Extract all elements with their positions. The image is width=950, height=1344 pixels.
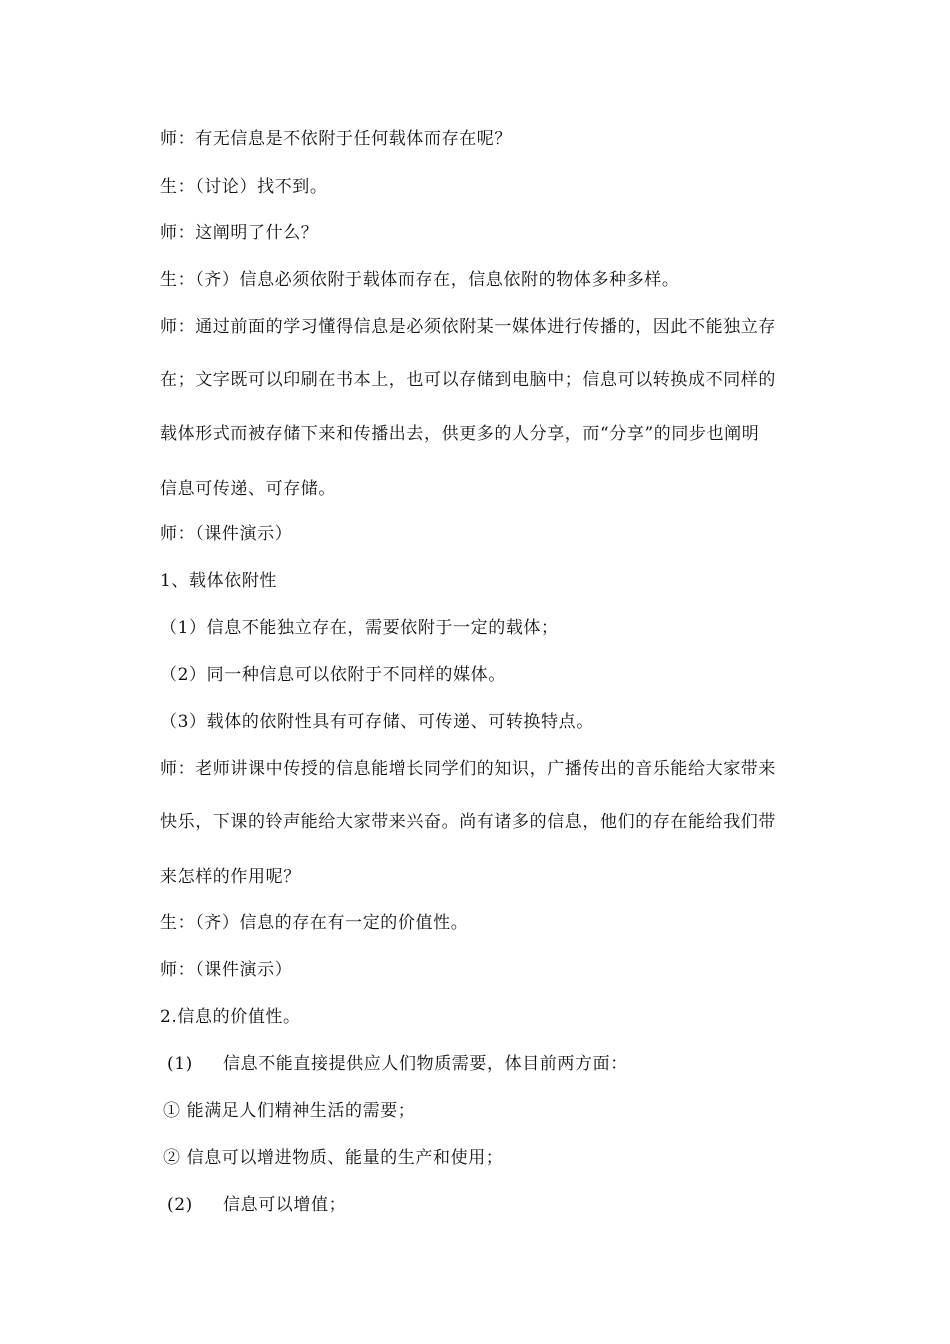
list-number: (2) [167,1195,193,1215]
paragraph-line: 师：（课件演示） [160,960,293,980]
list-item: （2）同一种信息可以依附于不同样的媒体。 [160,665,506,685]
paragraph-line: 师：有无信息是不依附于任何载体而存在呢？ [160,129,512,149]
paragraph-line: 信息可传递、可存储。 [160,479,336,499]
list-number: (1) [167,1054,193,1074]
list-item-text: 信息可以增值； [223,1195,347,1215]
paragraph-line: 快乐，下课的铃声能给大家带来兴奋。尚有诸多的信息，他们的存在能给我们带 [160,812,776,832]
paragraph-line: 来怎样的作用呢？ [160,867,301,887]
list-item: ① 能满足人们精神生活的需要； [163,1101,416,1121]
list-item: （3）载体的依附性具有可存储、可传递、可转换特点。 [160,712,594,732]
list-item: ② 信息可以增进物质、能量的生产和使用； [163,1148,504,1168]
heading-line: 1、载体依附性 [160,571,278,591]
list-item [167,1194,847,1216]
list-item [167,1053,847,1075]
paragraph-line: 生：（齐）信息必须依附于载体而存在，信息依附的物体多种多样。 [160,270,680,290]
paragraph-line: 生：（齐）信息的存在有一定的价值性。 [160,913,469,933]
paragraph-line: 载体形式而被存储下来和传播出去，供更多的人分享，而“分享”的同步也阐明 [160,424,760,444]
list-item-text: 信息不能直接提供应人们物质需要，体目前两方面： [223,1054,628,1074]
paragraph-line: 生：（讨论）找不到。 [160,177,328,197]
paragraph-line: 师：（课件演示） [160,524,293,544]
heading-line: 2.信息的价值性。 [160,1007,301,1027]
paragraph-line: 师：老师讲课中传授的信息能增长同学们的知识，广播传出的音乐能给大家带来 [160,759,776,779]
paragraph-line: 师：通过前面的学习懂得信息是必须依附某一媒体进行传播的，因此不能独立存 [160,317,776,337]
paragraph-line: 在；文字既可以印刷在书本上，也可以存储到电脑中；信息可以转换成不同样的 [160,370,776,390]
list-item: （1）信息不能独立存在，需要依附于一定的载体； [160,618,559,638]
paragraph-line: 师：这阐明了什么？ [160,223,319,243]
